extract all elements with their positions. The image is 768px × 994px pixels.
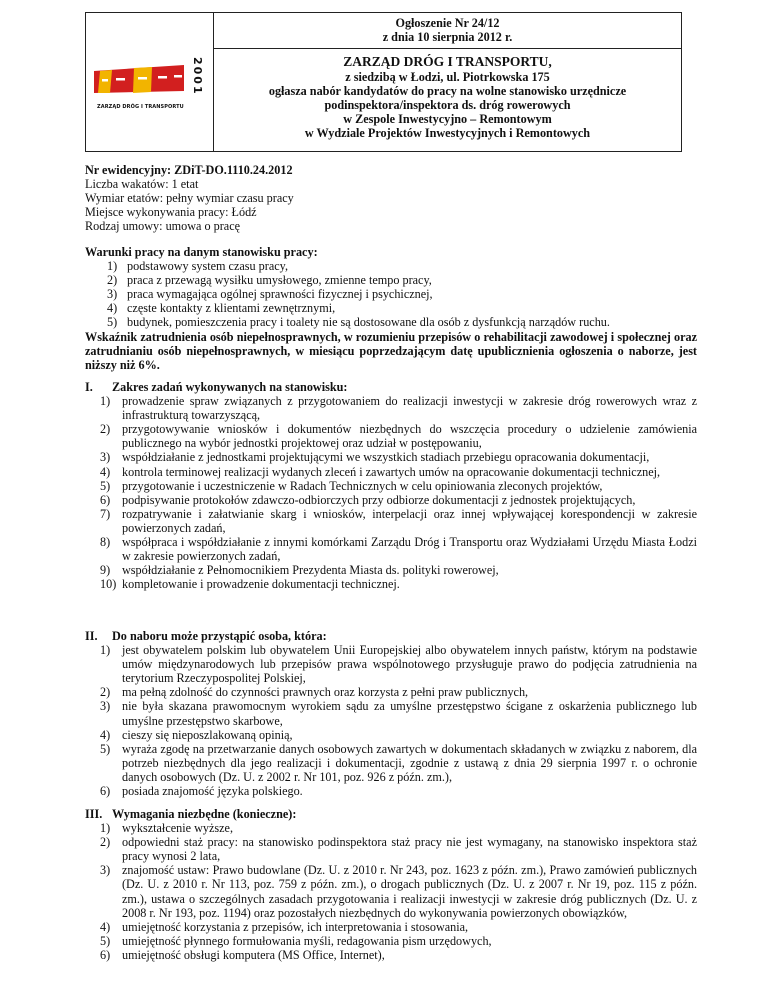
conditions-list (85, 259, 697, 329)
list-item (85, 535, 697, 563)
list-item-text: umiejętność płynnego formułowania myśli, redagowania pism urzędowych, (122, 933, 492, 948)
disability-note: Wskaźnik zatrudnienia osób niepełnosprawnych, w rozumieniu przepisów o rehabilitacji zawodowej i społecznej oraz zatrudnianiu osób niepełnosprawnych, w miesiącu poprzedzającym datę upublicznienia ogłoszenia o naborze, jest niższy niż 6%. (85, 329, 697, 372)
list-item-number: 6) (100, 784, 111, 799)
section-numeral: II. (85, 629, 98, 643)
list-item-text: współpraca i współdziałanie z innymi komórkami Zarządu Dróg i Transportu oraz Wydziałami Urzędu Miasta Łodzi w zakresie powierzonych zadań, (122, 535, 697, 564)
vacancies: Liczba wakatów: 1 etat (85, 177, 199, 192)
list-item-text: praca z przewagą wysiłku umysłowego, zmienne tempo pracy, (127, 273, 432, 288)
org-address: z siedzibą w Łodzi, ul. Piotrkowska 175 (345, 70, 550, 84)
list-item-number: 9) (100, 563, 111, 578)
working-time: Wymiar etatów: pełny wymiar czasu pracy (85, 191, 294, 206)
section-title: Wymagania niezbędne (konieczne): (112, 807, 297, 821)
list-item-number: 7) (100, 506, 111, 521)
list-item-text: umiejętność korzystania z przepisów, ich interpretowania i stosowania, (122, 919, 469, 934)
list-item-number: 3) (107, 287, 118, 302)
working-conditions (85, 245, 697, 372)
evidence-number: Nr ewidencyjny: ZDiT-DO.1110.24.2012 (85, 163, 293, 177)
list-item-text: podstawowy system czasu pracy, (127, 259, 288, 274)
logo-cell (86, 13, 214, 151)
list-item-text: wykształcenie wyższe, (122, 821, 233, 836)
list-item-text: przygotowywanie wniosków i dokumentów niezbędnych do wszczęcia procedury o udzielenie zamówienia publicznego na wybór jednostki projektowej oraz udział w postępowaniu, (122, 422, 697, 451)
list-item (85, 742, 697, 784)
list-item (85, 422, 697, 450)
section-numeral: III. (85, 807, 103, 821)
list-item-text: podpisywanie protokołów zdawczo-odbiorczych przy odbiorze dokumentacji z jednostek projektujących, (122, 492, 636, 507)
job-meta (85, 163, 697, 233)
list-item (85, 493, 697, 507)
section-requirements-heading (85, 807, 697, 821)
list-item (85, 479, 697, 493)
section-title: Do naboru może przystąpić osoba, która: (112, 629, 327, 643)
list-item-number: 2) (100, 422, 111, 437)
list-item (85, 465, 697, 479)
contract-type: Rodzaj umowy: umowa o pracę (85, 219, 241, 234)
conditions-heading: Warunki pracy na danym stanowisku pracy: (85, 245, 318, 259)
announcement-number: Ogłoszenie Nr 24/12 (395, 16, 500, 30)
list-item (85, 699, 697, 727)
list-item (85, 920, 697, 934)
list-item-number: 4) (100, 727, 111, 742)
list-item (85, 394, 697, 422)
list-item-text: znajomość ustaw: Prawo budowlane (Dz. U. z 2010 r. Nr 243, poz. 1623 z późn. zm.), Prawo zamówień publicznych (Dz. U. z 2010 r. Nr 113, poz. 759 z późn. zm.), o drogach publicznych (Dz. U. z 2007 r. Nr 19, poz. 115 z późn. zm.), ustawa o szczególnych zasadach przygotowania i realizacji inwestycji w zakresie dróg publicznych (Dz. U. z 2008 r. Nr 193, poz. 1194) oraz pozostałych niezbędnych do wykonywania powierzonych obowiązków, (122, 863, 697, 920)
list-item-number: 6) (100, 947, 111, 962)
list-item-number: 10) (100, 577, 117, 592)
list-item-text: kontrola terminowej realizacji wydanych zleceń i zawartych umów na opracowanie dokumentacji technicznej, (122, 464, 661, 479)
section-requirements (85, 807, 697, 962)
list-item-number: 1) (100, 394, 111, 409)
duties-list (85, 394, 697, 591)
list-item-number: 2) (107, 273, 118, 288)
org-name: ZARZĄD DRÓG I TRANSPORTU, (343, 54, 552, 69)
list-item-number: 5) (100, 478, 111, 493)
list-item (85, 835, 697, 863)
list-item-number: 6) (100, 492, 111, 507)
list-item-number: 1) (100, 821, 111, 836)
list-item-text: wyraża zgodę na przetwarzanie danych osobowych zawartych w dokumentach składanych w związku z naborem, dla potrzeb niezbędnych dla jego realizacji i dokumentacji, zgodnie z ustawą z dnia 29 sierpnia 1997 r. o ochronie danych osobowych (Dz. U. z 2002 r. Nr 101, poz. 926 z późn. zm.), (122, 741, 697, 784)
title-line-2: podinspektora/inspektora ds. dróg rowerowych (324, 98, 571, 113)
list-item-number: 5) (100, 933, 111, 948)
list-item (85, 315, 697, 329)
list-item-text: umiejętność obsługi komputera (MS Office, Internet), (122, 947, 385, 962)
list-item-text: kompletowanie i prowadzenie dokumentacji technicznej. (122, 577, 400, 592)
work-place: Miejsce wykonywania pracy: Łódź (85, 205, 257, 220)
list-item-number: 4) (100, 464, 111, 479)
logo-caption: ZARZĄD DRÓG I TRANSPORTU (97, 104, 184, 110)
list-item-number: 1) (100, 643, 111, 658)
list-item (85, 821, 697, 835)
list-item-text: cieszy się nieposzlakowaną opinią, (122, 727, 293, 742)
title-line-1: ogłasza nabór kandydatów do pracy na wolne stanowisko urzędnicze (268, 84, 627, 99)
list-item-number: 1) (107, 259, 118, 274)
logo-year: 2001 (191, 57, 204, 96)
list-item-text: rozpatrywanie i załatwianie skarg i wniosków, interpelacji oraz innej wpływającej korespondencji w zakresie powierzonych zadań, (122, 506, 697, 535)
list-item-text: budynek, pomieszczenia pracy i toalety nie są dostosowane dla osób z dysfunkcją narządów ruchu. (127, 315, 610, 330)
list-item-text: ma pełną zdolność do czynności prawnych oraz korzysta z pełni praw publicznych, (122, 685, 529, 700)
list-item (85, 273, 697, 287)
list-item-text: częste kontakty z klientami zewnętrznymi, (127, 301, 336, 316)
list-item-text: jest obywatelem polskim lub obywatelem Unii Europejskiej albo obywatelem innych państw, którym na podstawie umów międzynarodowych lub przepisów prawa wspólnotowego przysługuje prawo do podjęcia zatrudnienia na terytorium Rzeczypospolitej Polskiej, (122, 643, 697, 686)
list-item-number: 4) (107, 301, 118, 316)
list-item (85, 728, 697, 742)
list-item (85, 301, 697, 315)
announcement-number-cell (214, 13, 681, 49)
list-item (85, 287, 697, 301)
list-item-text: nie była skazana prawomocnym wyrokiem sądu za umyślne przestępstwo ścigane z oskarżenia publicznego lub umyślne przestępstwo skarbowe, (122, 699, 697, 728)
list-item-text: posiada znajomość języka polskiego. (122, 784, 303, 799)
title-line-4: w Wydziale Projektów Inwestycyjnych i Remontowych (304, 126, 591, 141)
section-eligibility (85, 629, 697, 798)
list-item (85, 563, 697, 577)
list-item-text: współdziałanie z jednostkami projektującymi we wszystkich stadiach przebiegu opracowania dokumentacji, (122, 450, 650, 465)
list-item-number: 5) (100, 741, 111, 756)
list-item (85, 863, 697, 919)
list-item-text: współdziałanie z Pełnomocnikiem Prezydenta Miasta ds. polityki rowerowej, (122, 563, 499, 578)
list-item-text: przygotowanie i uczestniczenie w Radach Technicznych w celu opiniowania zleconych projektów, (122, 478, 603, 493)
list-item-number: 3) (100, 450, 111, 465)
section-eligibility-heading (85, 629, 697, 643)
list-item (85, 784, 697, 798)
list-item-number: 8) (100, 535, 111, 550)
list-item-number: 2) (100, 835, 111, 850)
list-item-number: 2) (100, 685, 111, 700)
list-item (85, 450, 697, 464)
list-item-text: prowadzenie spraw związanych z przygotowaniem do realizacji inwestycji w zakresie dróg rowerowych wraz z infrastrukturą towarzyszącą, (122, 394, 697, 423)
list-item (85, 577, 697, 591)
zdit-logo-icon (94, 55, 206, 97)
list-item-text: odpowiedni staż pracy: na stanowisko podinspektora staż pracy nie jest wymagany, na stanowisko inspektora staż pracy wynosi 2 lata, (122, 835, 697, 864)
list-item-number: 3) (100, 863, 111, 878)
section-numeral: I. (85, 380, 93, 394)
list-item-number: 3) (100, 699, 111, 714)
list-item-number: 4) (100, 919, 111, 934)
requirements-list (85, 821, 697, 962)
eligibility-list (85, 643, 697, 798)
section-duties (85, 380, 697, 591)
list-item (85, 948, 697, 962)
announcement-title-cell (214, 49, 681, 151)
list-item (85, 934, 697, 948)
list-item (85, 685, 697, 699)
announcement-date: z dnia 10 sierpnia 2012 r. (382, 30, 513, 45)
list-item-number: 5) (107, 315, 118, 330)
section-duties-heading (85, 380, 697, 394)
header-box (85, 12, 682, 152)
list-item (85, 507, 697, 535)
list-item (85, 643, 697, 685)
title-line-3: w Zespole Inwestycyjno – Remontowym (343, 112, 552, 127)
list-item (85, 259, 697, 273)
list-item-text: praca wymagająca ogólnej sprawności fizycznej i psychicznej, (127, 287, 433, 302)
section-title: Zakres zadań wykonywanych na stanowisku: (112, 380, 348, 394)
